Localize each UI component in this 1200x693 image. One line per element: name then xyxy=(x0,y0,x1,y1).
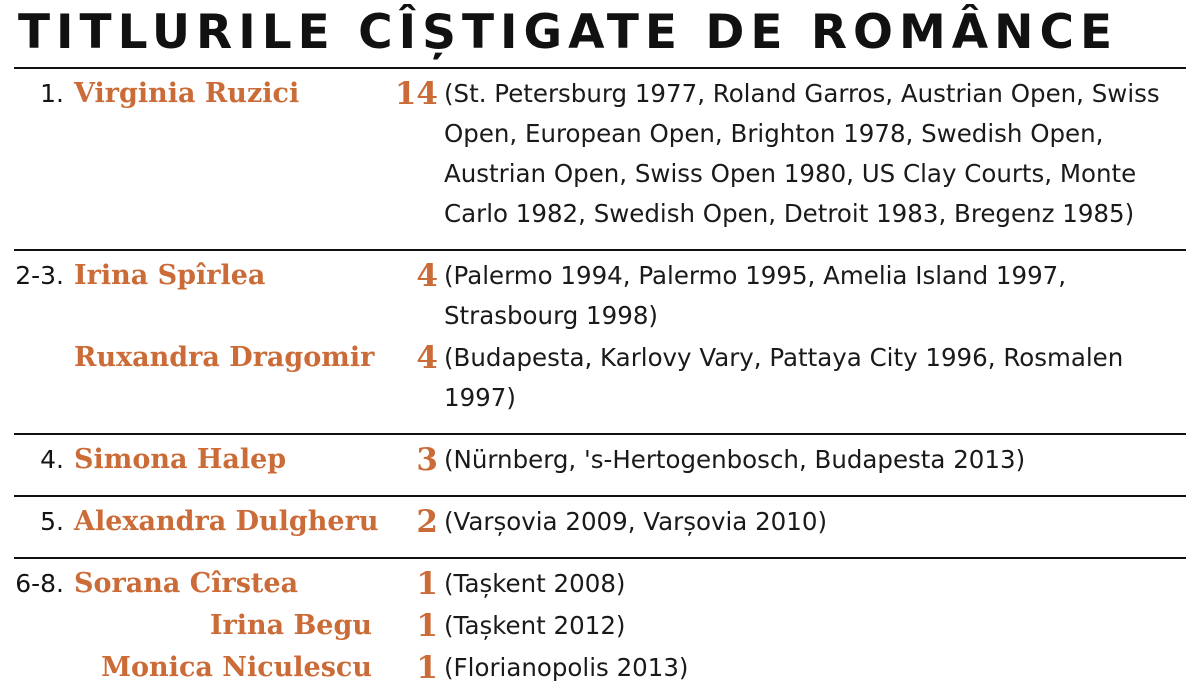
player-name: Monica Niculescu xyxy=(101,652,372,684)
title-count: 1 xyxy=(416,566,438,603)
rank-label: 5. xyxy=(40,507,64,537)
player-name: Ruxandra Dragomir xyxy=(74,342,375,374)
table-row xyxy=(14,647,1186,689)
player-name: Alexandra Dulgheru xyxy=(74,506,379,538)
title-count: 2 xyxy=(416,504,438,541)
player-name: Irina Begu xyxy=(209,610,372,642)
table-row xyxy=(14,73,1186,235)
title-count: 1 xyxy=(416,650,438,687)
rank-group xyxy=(14,559,1186,693)
tournament-list: (Budapesta, Karlovy Vary, Pattaya City 1996, Rosmalen 1997) xyxy=(444,343,1124,413)
tournament-list: (St. Petersburg 1977, Roland Garros, Austrian Open, Swiss Open, European Open, Brighton 1978, Swedish Open, Austrian Open, Swiss Open 1980, US Clay Courts, Monte Carlo 1982, Swedish Open, Detroit 1983, Bregenz 1985) xyxy=(444,79,1160,229)
rank-group xyxy=(14,497,1186,547)
table-row xyxy=(14,501,1186,543)
player-name: Virginia Ruzici xyxy=(74,78,300,110)
table-row xyxy=(14,439,1186,481)
table-row xyxy=(14,337,1186,419)
tournament-list: (Palermo 1994, Palermo 1995, Amelia Island 1997, Strasbourg 1998) xyxy=(444,261,1067,331)
tournament-list: (Tașkent 2008) xyxy=(444,569,626,599)
tournament-list: (Tașkent 2012) xyxy=(444,611,626,641)
title-count: 3 xyxy=(416,442,438,479)
tournament-list: (Nürnberg, 's-Hertogenbosch, Budapesta 2013) xyxy=(444,445,1026,475)
rank-group xyxy=(14,69,1186,239)
table-row xyxy=(14,563,1186,605)
rank-label: 2-3. xyxy=(15,261,64,291)
rank-label: 1. xyxy=(40,79,64,109)
page-title: TITLURILE CÎȘTIGATE DE ROMÂNCE xyxy=(18,5,1119,60)
table-row xyxy=(14,605,1186,647)
groups-container xyxy=(14,69,1186,693)
rank-group xyxy=(14,435,1186,485)
player-name: Simona Halep xyxy=(74,444,287,476)
title-count: 14 xyxy=(394,76,438,113)
tournament-list: (Varșovia 2009, Varșovia 2010) xyxy=(444,507,828,537)
rank-label: 6-8. xyxy=(15,569,64,599)
title-count: 1 xyxy=(416,608,438,645)
table-row xyxy=(14,255,1186,337)
title-count: 4 xyxy=(416,258,438,295)
title-count: 4 xyxy=(416,340,438,377)
player-name: Sorana Cîrstea xyxy=(74,568,299,600)
rank-label: 4. xyxy=(40,445,64,475)
rank-group xyxy=(14,251,1186,423)
tournament-list: (Florianopolis 2013) xyxy=(444,653,689,683)
player-name: Irina Spîrlea xyxy=(74,260,266,292)
